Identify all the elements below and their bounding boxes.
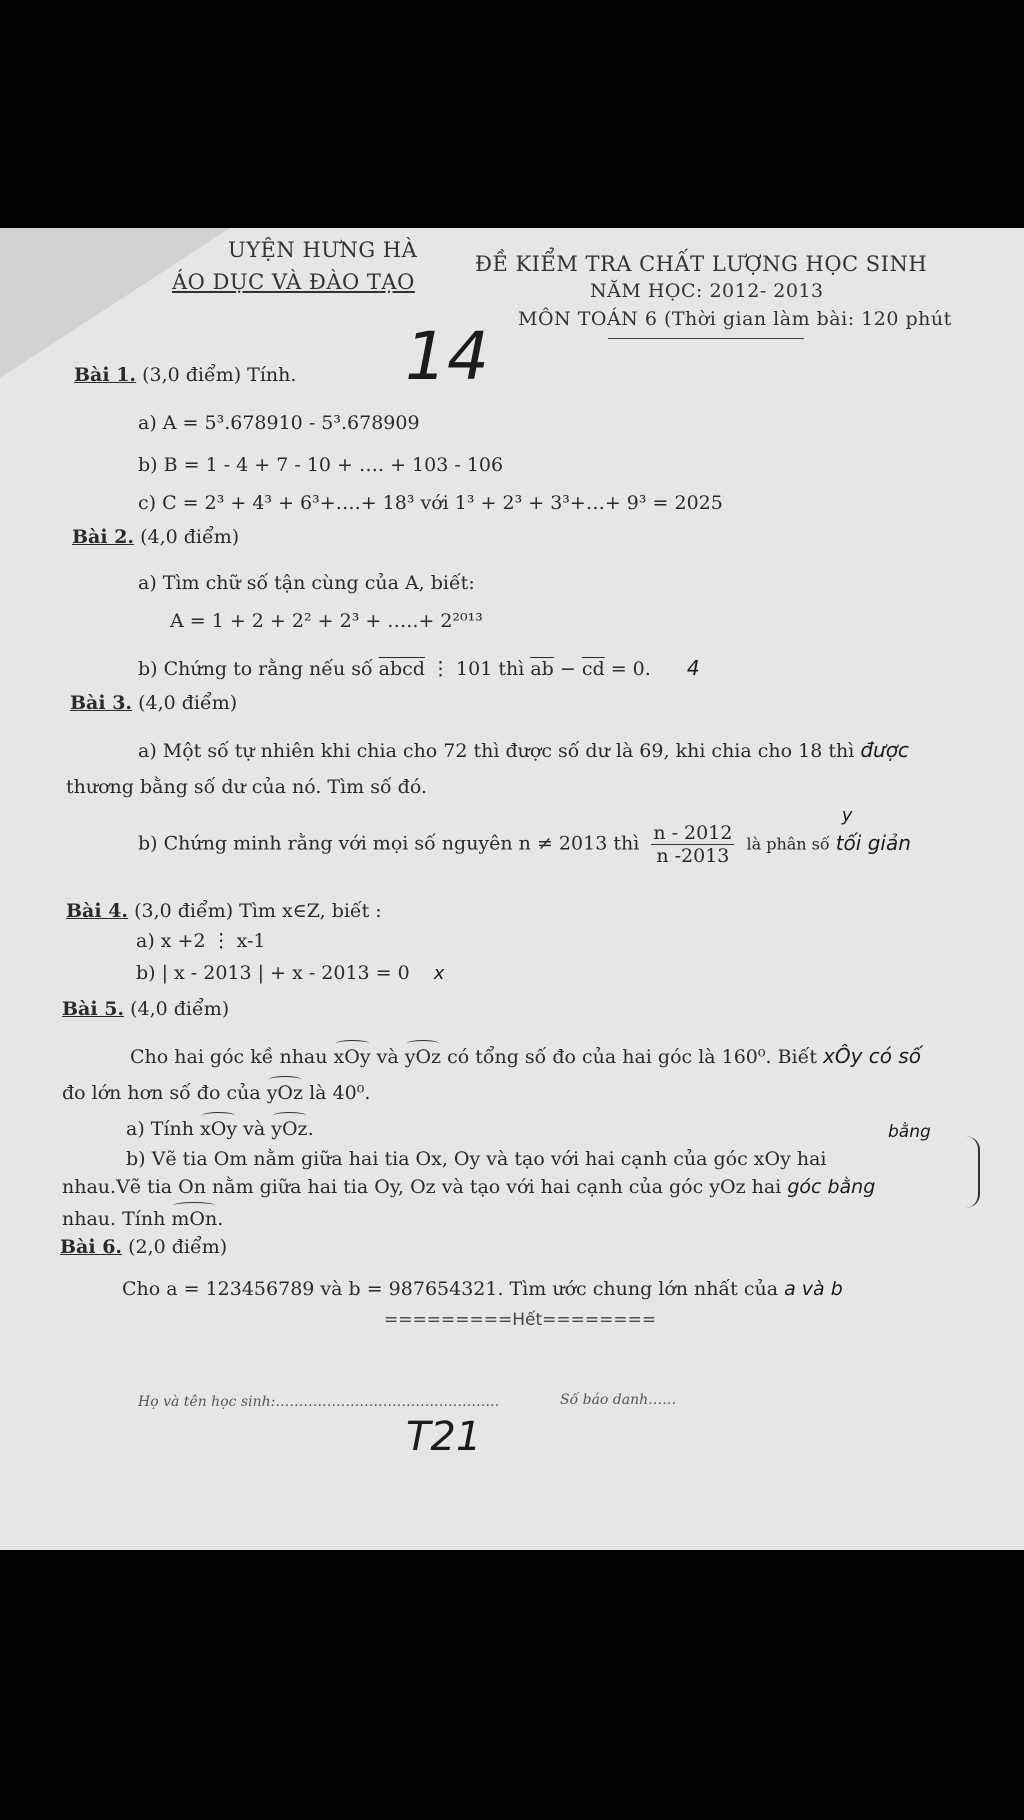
bai1-b: b) B = 1 - 4 + 7 - 10 + …. + 103 - 106	[138, 454, 504, 476]
handwritten-goc-bang: góc bằng	[787, 1176, 876, 1198]
handwritten-bottom-mark: T21	[406, 1414, 482, 1460]
bai3-heading	[70, 692, 237, 714]
footer-student-id: Số báo danh……	[560, 1392, 677, 1408]
angle-mon: mOn	[171, 1208, 218, 1230]
bai3-b-suffix: là phân số	[746, 834, 830, 854]
bai2-a-formula: A = 1 + 2 + 2² + 2³ + …..+ 2²⁰¹³	[170, 610, 483, 632]
angle-yoz-3: yOz	[271, 1118, 308, 1140]
bai2-points: (4,0 điểm)	[140, 526, 240, 548]
school-year: NĂM HỌC: 2012- 2013	[590, 280, 824, 302]
bai3-b	[138, 804, 911, 867]
dept-line-2: ÁO DỤC VÀ ĐÀO TẠO	[172, 270, 415, 294]
bai3-fraction	[651, 822, 734, 867]
bai5-p1-pre: Cho hai góc kề nhau	[130, 1046, 328, 1068]
handwritten-a-b: a và b	[784, 1278, 843, 1300]
handwritten-score: 14	[405, 318, 489, 395]
bai4-a: a) x +2 ⋮ x-1	[136, 930, 266, 952]
angle-xoy: xOy	[333, 1046, 371, 1068]
bai3-title: Bài 3.	[70, 692, 133, 714]
bai6-body: Cho a = 123456789 và b = 987654321. Tìm ước chung lớn nhất của	[122, 1278, 779, 1300]
angle-xoy-2: xOy	[200, 1118, 238, 1140]
bai2-title: Bài 2.	[72, 526, 135, 548]
angle-yoz-2: yOz	[266, 1082, 304, 1104]
handwritten-xoy-note: xÔy có số	[823, 1044, 922, 1068]
bai3-b-prefix: b) Chứng minh rằng với mọi số nguyên n ≠ 2013 thì	[138, 832, 640, 855]
bai4-points: (3,0 điểm) Tìm x∈Z, biết :	[134, 900, 382, 922]
bai3-a-line1	[138, 738, 909, 762]
bai4-b-text: b) | x - 2013 | + x - 2013 = 0	[136, 962, 410, 984]
bai5-b-line1: b) Vẽ tia Om nằm giữa hai tia Ox, Oy và tạo với hai cạnh của góc xOy hai	[126, 1148, 827, 1170]
bai5-a	[126, 1118, 314, 1140]
handwritten-bang: bằng	[888, 1122, 931, 1142]
bai4-heading	[66, 900, 382, 922]
bai1-points: (3,0 điểm) Tính.	[142, 364, 297, 386]
bai3-fraction-denominator: n -2013	[656, 845, 730, 867]
handwritten-x-mark: x	[433, 963, 445, 984]
bai2-b-end: = 0.	[610, 658, 651, 680]
bai5-title: Bài 5.	[62, 998, 125, 1020]
end-mark: =========Hết========	[384, 1310, 657, 1330]
bai5-p2-pre: đo lớn hơn số đo của	[62, 1082, 261, 1104]
bai5-p2-post: là 40⁰.	[309, 1082, 371, 1104]
bai1-heading	[74, 364, 296, 386]
dept-line-1: UYỆN HƯNG HÀ	[228, 238, 418, 262]
bai5-p1-and: và	[376, 1046, 399, 1068]
bai5-b-line3	[62, 1208, 223, 1230]
bai6-title: Bài 6.	[60, 1236, 123, 1258]
bai2-a: a) Tìm chữ số tận cùng của A, biết:	[138, 572, 475, 594]
bai6-heading	[60, 1236, 227, 1258]
subject-time: MÔN TOÁN 6 (Thời gian làm bài: 120 phút	[518, 308, 952, 330]
bai5-b-line2	[62, 1176, 875, 1198]
bai3-fraction-numerator: n - 2012	[653, 822, 733, 844]
bai3-a-text1: a) Một số tự nhiên khi chia cho 72 thì được số dư là 69, khi chia cho 18 thì	[138, 740, 855, 762]
bai5-a-and: và	[243, 1118, 266, 1140]
bai5-a-pre: a) Tính	[126, 1118, 195, 1140]
bai2-b	[138, 656, 700, 680]
bai6-points: (2,0 điểm)	[128, 1236, 228, 1258]
bai3-points: (4,0 điểm)	[138, 692, 238, 714]
bai1-a: a) A = 5³.678910 - 5³.678909	[138, 412, 420, 434]
bai2-b-prefix: b) Chứng to rằng nếu số	[138, 658, 373, 680]
handwritten-duoc: được	[860, 738, 909, 762]
header-underline	[608, 338, 804, 339]
bai5-heading	[62, 998, 229, 1020]
bai5-points: (4,0 điểm)	[130, 998, 230, 1020]
bai2-b-minus: −	[559, 658, 576, 680]
bai5-b3-end: .	[217, 1208, 224, 1230]
exam-paper	[0, 228, 1024, 1550]
exam-title: ĐỀ KIỂM TRA CHẤT LƯỢNG HỌC SINH	[475, 252, 928, 276]
bai5-a-end: .	[307, 1118, 314, 1140]
handwritten-y-mark: y	[841, 804, 853, 826]
bai1-title: Bài 1.	[74, 364, 137, 386]
bai2-b-mid: ⋮ 101 thì	[431, 658, 525, 680]
handwritten-toi-gian-text: tối giản	[835, 830, 911, 855]
bai2-b-abcd: abcd	[378, 658, 425, 680]
bai2-b-ab: $\overline{ab}$	[530, 658, 554, 680]
bai5-para1	[130, 1044, 921, 1068]
angle-yoz: yOz	[404, 1046, 442, 1068]
footer-student-name: Họ và tên học sinh:…………………………………………	[138, 1394, 500, 1410]
bai2-b-cd: $\overline{cd}$	[581, 658, 605, 680]
bai5-b-text2: nhau.Vẽ tia On nằm giữa hai tia Oy, Oz và tạo với hai cạnh của góc yOz hai	[62, 1176, 782, 1198]
handwritten-brace	[966, 1136, 980, 1208]
bai6-text	[122, 1278, 843, 1300]
bai1-c: c) C = 2³ + 4³ + 6³+….+ 18³ với 1³ + 2³ + 3³+…+ 9³ = 2025	[138, 492, 723, 514]
folded-corner	[0, 228, 230, 378]
bai3-a-line2: thương bằng số dư của nó. Tìm số đó.	[66, 776, 427, 798]
handwritten-toi-gian	[835, 804, 911, 855]
bai4-title: Bài 4.	[66, 900, 129, 922]
handwritten-note-1: 4	[686, 656, 700, 680]
bai5-p1-post: có tổng số đo của hai góc là 160⁰. Biết	[447, 1046, 817, 1068]
bai4-b	[136, 962, 444, 984]
bai2-heading	[72, 526, 239, 548]
bai5-b3-pre: nhau. Tính	[62, 1208, 166, 1230]
bai5-para2	[62, 1082, 370, 1104]
